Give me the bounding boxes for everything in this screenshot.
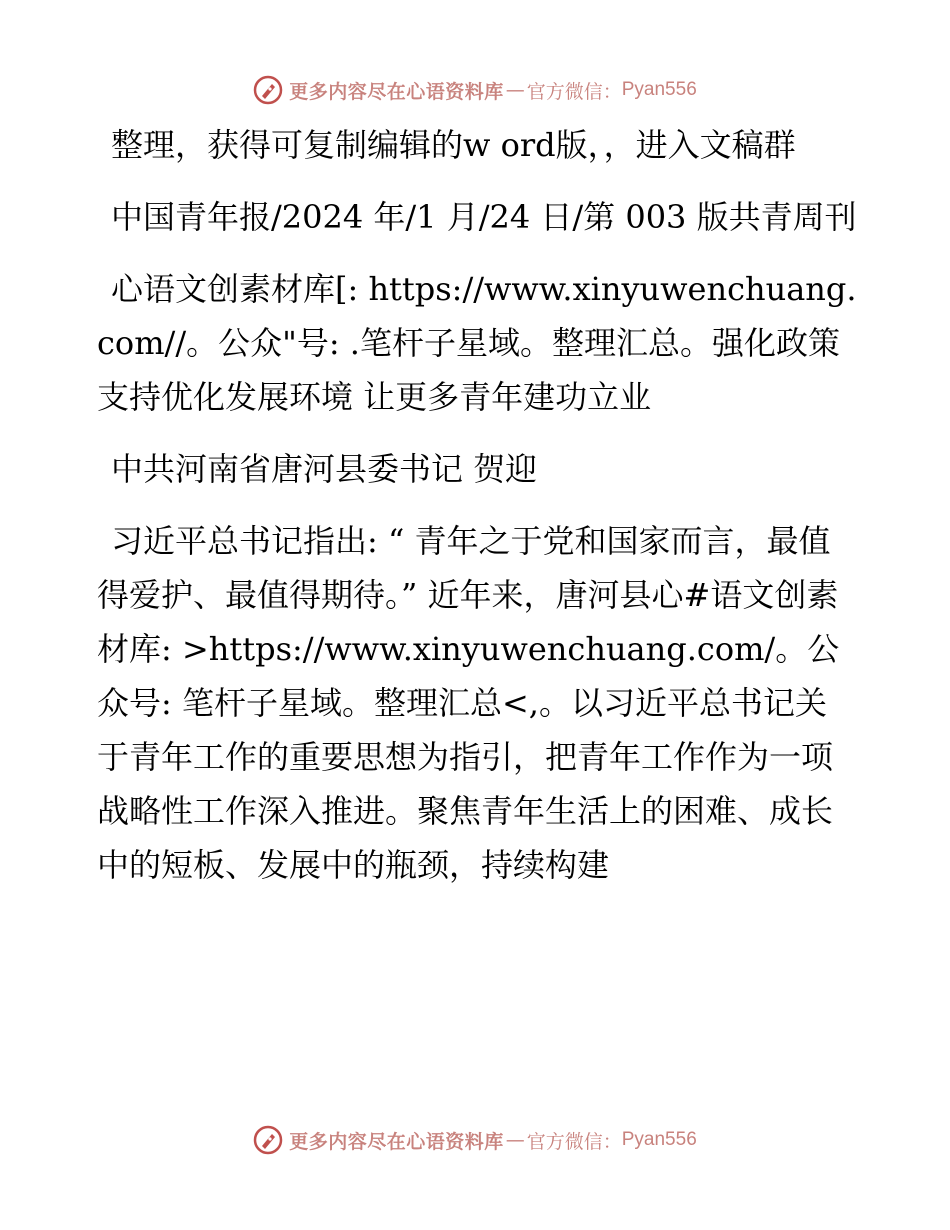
watermark-separator: — [505, 1129, 525, 1151]
watermark-wechat-id: Pyan556 [621, 1129, 697, 1150]
watermark-wechat-id: Pyan556 [621, 79, 697, 100]
watermark-official-label: 官方微信： [526, 1130, 622, 1153]
watermark-official-label: 官方微信： [526, 80, 622, 103]
watermark-header [0, 70, 950, 110]
paragraph-body: 习近平总书记指出: “ 青年之于党和国家而言，最值得爱护、最值得期待。” 近年来，唐河县心#语文创素材库: >https://www.xinyuwenchuang.com/。公众号: 笔杆子星域。整理汇总<,。以习近平总书记关于青年工作的重要思想为指引，把青年工作作为一项战略性工作深入推进。聚焦青年生活上的困难、成长中的短板、发展中的瓶颈，持续构建 [97, 522, 840, 884]
pen-nib-circle-icon [253, 75, 283, 105]
watermark-footer [0, 1120, 950, 1160]
watermark-brand: 更多内容尽在心语资料库 [289, 1130, 504, 1153]
pen-nib-circle-icon [253, 1125, 283, 1155]
paragraph-author: 中共河南省唐河县委书记 贺迎 [111, 450, 538, 488]
watermark-separator: — [505, 79, 525, 101]
paragraph-source: 中国青年报/2024 年/1 月/24 日/第 003 版共青周刊 [111, 198, 857, 236]
paragraph-title: 心语文创素材库[: https://www.xinyuwenchuang.com//。公众"号: .笔杆子星域。整理汇总。强化政策支持优化发展环境 让更多青年建功立业 [97, 270, 857, 416]
paragraph-intro: 整理，获得可复制编辑的w ord版，，进入文稿群 [111, 126, 796, 164]
document-body [97, 118, 857, 892]
watermark-brand: 更多内容尽在心语资料库 [289, 80, 504, 103]
